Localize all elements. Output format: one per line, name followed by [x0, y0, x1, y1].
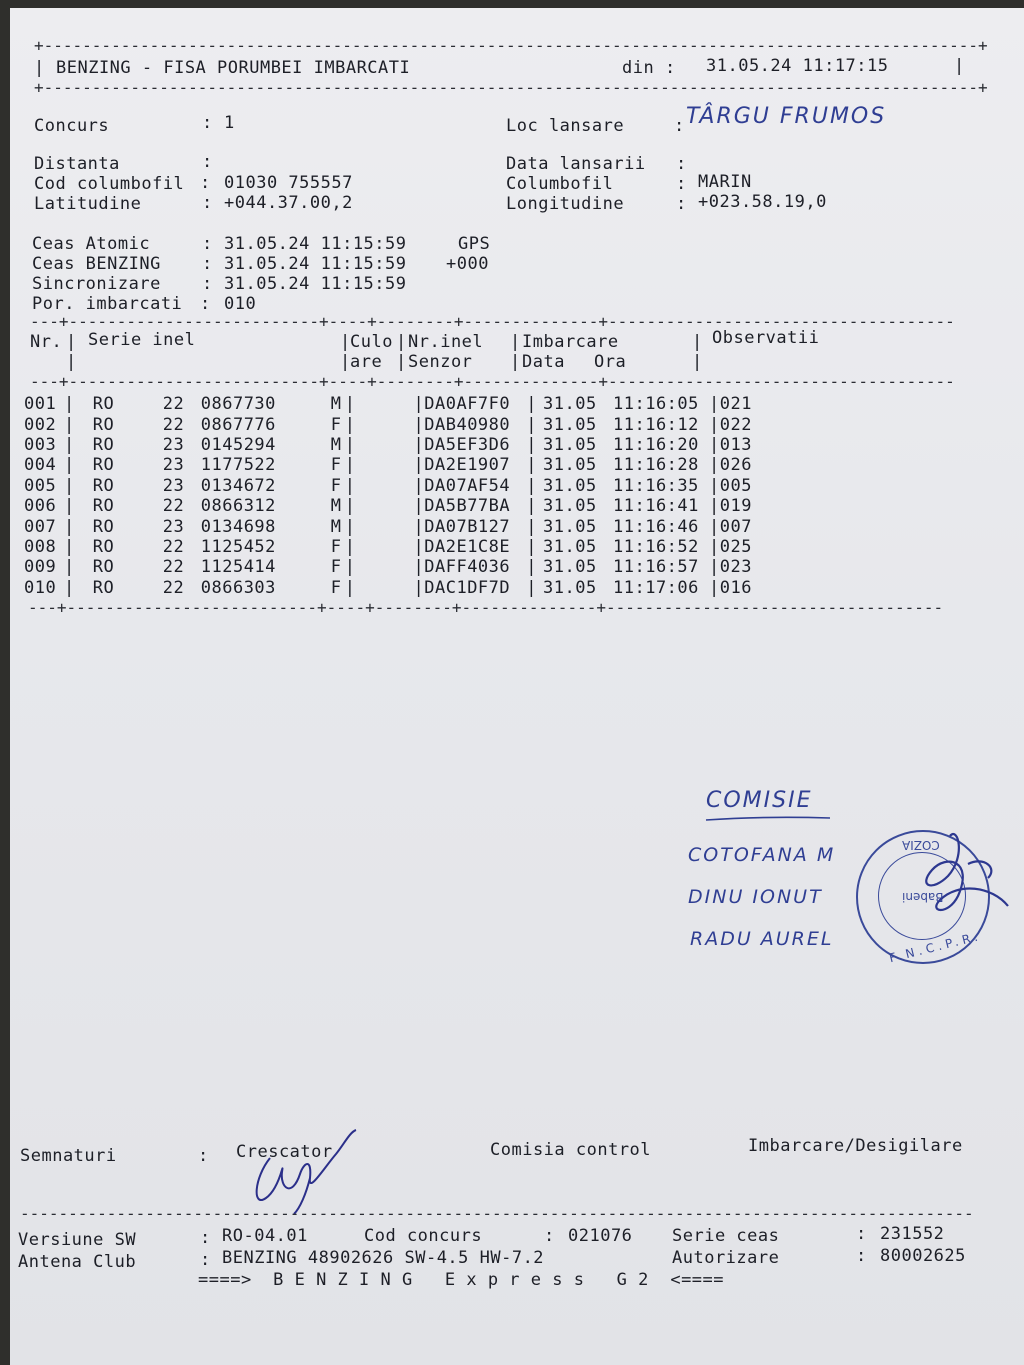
columbofil-sep: :	[676, 174, 687, 194]
th-bar-3b: |	[396, 352, 407, 372]
row-date: 31.05	[543, 475, 597, 496]
row-obs: 021	[719, 394, 752, 415]
header-title: BENZING - FISA PORUMBEI IMBARCATI	[56, 58, 411, 78]
header-bar-left: |	[34, 58, 45, 78]
serie-ceas-value: 231552	[880, 1224, 945, 1244]
row-time: 11:17:06	[613, 577, 699, 598]
row-nr: 010	[24, 577, 57, 598]
row-time: 11:16:05	[613, 394, 699, 415]
loc-lansare-sep: :	[674, 116, 685, 136]
row-country: RO	[92, 516, 115, 537]
antena-club-label: Antena Club	[18, 1252, 137, 1272]
row-obs: 023	[719, 557, 752, 578]
row-year: 22	[162, 577, 185, 598]
table-row: 010 | RO 22 0866303 F | | DAC1DF7D | 31.05 11:17:06 | 016	[24, 578, 760, 598]
row-ring: 0145294	[200, 434, 276, 455]
serie-ceas-label: Serie ceas	[672, 1226, 780, 1246]
row-sensor: DAFF4036	[424, 557, 511, 578]
table-row: 009 | RO 22 1125414 F | | DAFF4036 | 31.05 11:16:57 | 023	[24, 557, 760, 577]
th-bar-2b: |	[340, 352, 351, 372]
th-bar-2a: |	[340, 332, 351, 352]
commission-member-1: COTOFANA M	[688, 844, 836, 866]
commission-member-2: DINU IONUT	[688, 886, 823, 908]
versiune-sw-sep: :	[200, 1228, 211, 1248]
por-imbarcati-sep: :	[200, 294, 211, 314]
row-ring: 1125414	[200, 557, 276, 578]
th-serie-inel: Serie inel	[88, 330, 196, 350]
sincronizare-label: Sincronizare	[32, 274, 161, 294]
th-data: Data	[522, 352, 565, 372]
table-row: 006 | RO 22 0866312 M | | DA5B77BA | 31.05 11:16:41 | 019	[24, 496, 760, 516]
row-nr: 002	[24, 414, 57, 435]
printout-page	[10, 8, 1024, 1365]
row-nr: 004	[24, 455, 57, 476]
versiune-sw-label: Versiune SW	[18, 1230, 137, 1250]
row-time: 11:16:46	[613, 516, 699, 537]
autorizare-value: 80002625	[880, 1246, 966, 1266]
th-ora: Ora	[594, 352, 627, 372]
ceas-benzing-label: Ceas BENZING	[32, 254, 161, 274]
cod-concurs-value: 021076	[568, 1226, 633, 1246]
header-bar-right: |	[954, 56, 965, 76]
th-bar-1b: |	[66, 352, 77, 372]
row-sex: F	[330, 475, 342, 496]
loc-lansare-label: Loc lansare	[506, 116, 625, 136]
row-date: 31.05	[543, 394, 597, 415]
row-ring: 0866312	[200, 496, 276, 517]
antena-club-sep: :	[200, 1250, 211, 1270]
table-header-bottom-rule: ---+--------------------------+----+--------+--------------+------------------------------------	[30, 372, 955, 391]
longitudine-sep: :	[676, 194, 687, 214]
serie-ceas-sep: :	[856, 1224, 867, 1244]
row-date: 31.05	[543, 557, 597, 578]
row-sensor: DA07B127	[424, 516, 511, 537]
row-date: 31.05	[543, 536, 597, 557]
table-row: 004 | RO 23 1177522 F | | DA2E1907 | 31.05 11:16:28 | 026	[24, 455, 760, 475]
antena-club-value: BENZING 48902626 SW-4.5 HW-7.2	[222, 1248, 545, 1268]
header-top-rule: +-------------------------------------------------------------------------------------------------+	[34, 36, 988, 55]
autorizare-label: Autorizare	[672, 1248, 780, 1268]
versiune-sw-value: RO-04.01	[222, 1226, 308, 1246]
latitudine-sep: :	[202, 193, 213, 213]
boarding-table	[24, 394, 760, 598]
th-bar-3a: |	[396, 332, 407, 352]
distanta-sep: :	[202, 152, 213, 172]
row-sex: M	[330, 496, 342, 517]
th-observatii: Observatii	[712, 328, 820, 348]
commission-member-3: RADU AUREL	[690, 928, 834, 950]
row-obs: 005	[719, 475, 752, 496]
longitudine-label: Longitudine	[506, 194, 625, 214]
row-sex: M	[330, 394, 342, 415]
cod-columbofil-sep: :	[200, 173, 211, 193]
row-year: 22	[162, 536, 185, 557]
table-row: 007 | RO 23 0134698 M | | DA07B127 | 31.05 11:16:46 | 007	[24, 516, 760, 536]
row-sex: F	[330, 557, 342, 578]
sincronizare-value: 31.05.24 11:15:59	[224, 274, 407, 294]
row-time: 11:16:12	[613, 414, 699, 435]
row-obs: 026	[719, 455, 752, 476]
row-sensor: DA07AF54	[424, 475, 511, 496]
th-imbarcare: Imbarcare	[522, 332, 619, 352]
row-year: 22	[162, 496, 185, 517]
stamp-top-text: COZIA	[902, 838, 940, 852]
cod-columbofil-value: 01030 755557	[224, 173, 353, 193]
footer-rule: ---------------------------------------------------------------------------------------------------	[20, 1204, 974, 1223]
ceas-atomic-value: 31.05.24 11:15:59	[224, 234, 407, 254]
header-din-label: din :	[622, 58, 676, 78]
row-time: 11:16:20	[613, 434, 699, 455]
data-lansarii-sep: :	[676, 154, 687, 174]
row-year: 23	[162, 434, 185, 455]
ceas-atomic-suffix: GPS	[458, 234, 491, 254]
th-nr: Nr.	[30, 332, 63, 352]
row-sex: F	[330, 536, 342, 557]
row-nr: 005	[24, 475, 57, 496]
cod-concurs-label: Cod concurs	[364, 1226, 483, 1246]
row-sensor: DA2E1907	[424, 455, 511, 476]
row-year: 22	[162, 557, 185, 578]
row-year: 22	[162, 394, 185, 415]
th-bar-4b: |	[510, 352, 521, 372]
concurs-value: 1	[224, 113, 235, 133]
row-year: 23	[162, 516, 185, 537]
th-nr-inel: Nr.inel	[408, 332, 484, 352]
th-bar-1a: |	[66, 332, 77, 352]
row-obs: 016	[719, 577, 752, 598]
row-sex: F	[330, 414, 342, 435]
loc-lansare-value: TÂRGU FRUMOS	[686, 104, 887, 129]
row-country: RO	[92, 434, 115, 455]
row-sex: M	[330, 516, 342, 537]
cod-columbofil-label: Cod columbofil	[34, 174, 185, 194]
columbofil-label: Columbofil	[506, 174, 614, 194]
longitudine-value: +023.58.19,0	[698, 192, 827, 212]
row-ring: 0866303	[200, 577, 276, 598]
row-year: 22	[162, 414, 185, 435]
row-year: 23	[162, 455, 185, 476]
latitudine-label: Latitudine	[34, 194, 142, 214]
row-sensor: DAC1DF7D	[424, 577, 511, 598]
commission-title: COMISIE	[706, 788, 813, 813]
ceas-benzing-suffix: +000	[446, 254, 489, 274]
commission-signature	[888, 816, 1024, 956]
row-country: RO	[92, 557, 115, 578]
cod-concurs-sep: :	[544, 1226, 555, 1246]
ceas-benzing-sep: :	[202, 254, 213, 274]
row-date: 31.05	[543, 414, 597, 435]
table-row: 003 | RO 23 0145294 M | | DA5EF3D6 | 31.05 11:16:20 | 013	[24, 435, 760, 455]
table-row: 005 | RO 23 0134672 F | | DA07AF54 | 31.05 11:16:35 | 005	[24, 476, 760, 496]
row-country: RO	[92, 414, 115, 435]
row-sex: F	[330, 577, 342, 598]
row-date: 31.05	[543, 455, 597, 476]
distanta-label: Distanta	[34, 154, 120, 174]
row-sex: F	[330, 455, 342, 476]
row-obs: 007	[719, 516, 752, 537]
th-are: are	[350, 352, 383, 372]
benzing-express-banner: ====> B E N Z I N G E x p r e s s G 2 <====	[198, 1270, 725, 1290]
row-obs: 013	[719, 434, 752, 455]
table-bottom-rule: ---+--------------------------+----+--------+--------------+-----------------------------------	[28, 598, 944, 617]
row-sensor: DA0AF7F0	[424, 394, 511, 415]
row-ring: 0134698	[200, 516, 276, 537]
th-senzor: Senzor	[408, 352, 473, 372]
th-culo: Culo	[350, 332, 393, 352]
row-sensor: DA2E1C8E	[424, 536, 511, 557]
row-nr: 001	[24, 394, 57, 415]
stamp-bottom-text: F.N.C.P.R.	[887, 928, 983, 966]
row-country: RO	[92, 496, 115, 517]
row-time: 11:16:35	[613, 475, 699, 496]
row-ring: 1177522	[200, 455, 276, 476]
row-ring: 0134672	[200, 475, 276, 496]
row-time: 11:16:57	[613, 557, 699, 578]
row-time: 11:16:41	[613, 496, 699, 517]
row-nr: 006	[24, 496, 57, 517]
row-nr: 009	[24, 557, 57, 578]
ceas-benzing-value: 31.05.24 11:15:59	[224, 254, 407, 274]
th-bar-5a: |	[692, 332, 703, 352]
row-time: 11:16:52	[613, 536, 699, 557]
row-country: RO	[92, 455, 115, 476]
row-sex: M	[330, 434, 342, 455]
latitudine-value: +044.37.00,2	[224, 193, 353, 213]
row-sensor: DA5EF3D6	[424, 434, 511, 455]
table-header-top-rule: ---+--------------------------+----+--------+--------------+------------------------------------	[30, 312, 955, 331]
row-country: RO	[92, 475, 115, 496]
columbofil-value: MARIN	[698, 172, 752, 192]
imbarcare-desigilare-label: Imbarcare/Desigilare	[748, 1136, 963, 1156]
row-date: 31.05	[543, 496, 597, 517]
row-sensor: DA5B77BA	[424, 496, 511, 517]
concurs-sep: :	[202, 113, 213, 133]
row-date: 31.05	[543, 577, 597, 598]
row-country: RO	[92, 394, 115, 415]
header-bottom-rule: +-------------------------------------------------------------------------------------------------+	[34, 78, 988, 97]
table-row: 001 | RO 22 0867730 M | | DA0AF7F0 | 31.05 11:16:05 | 021	[24, 394, 760, 414]
row-date: 31.05	[543, 516, 597, 537]
sincronizare-sep: :	[202, 274, 213, 294]
por-imbarcati-value: 010	[224, 294, 257, 314]
concurs-label: Concurs	[34, 116, 110, 136]
row-obs: 025	[719, 536, 752, 557]
row-ring: 0867776	[200, 414, 276, 435]
por-imbarcati-label: Por. imbarcati	[32, 294, 183, 314]
table-row: 002 | RO 22 0867776 F | | DAB40980 | 31.05 11:16:12 | 022	[24, 414, 760, 434]
table-row: 008 | RO 22 1125452 F | | DA2E1C8E | 31.05 11:16:52 | 025	[24, 537, 760, 557]
semnaturi-label: Semnaturi	[20, 1146, 117, 1166]
commission-underline	[704, 814, 834, 824]
row-obs: 022	[719, 414, 752, 435]
row-year: 23	[162, 475, 185, 496]
stamp-mid-text: Babeni	[902, 890, 944, 904]
semnaturi-sep: :	[198, 1146, 209, 1166]
th-bar-5b: |	[692, 352, 703, 372]
row-date: 31.05	[543, 434, 597, 455]
th-bar-4a: |	[510, 332, 521, 352]
row-nr: 003	[24, 434, 57, 455]
crescator-label: Crescator	[236, 1142, 333, 1162]
autorizare-sep: :	[856, 1246, 867, 1266]
row-country: RO	[92, 536, 115, 557]
row-nr: 007	[24, 516, 57, 537]
header-timestamp: 31.05.24 11:17:15	[706, 56, 889, 76]
data-lansarii-label: Data lansarii	[506, 154, 646, 174]
ceas-atomic-sep: :	[202, 234, 213, 254]
row-ring: 1125452	[200, 536, 276, 557]
row-sensor: DAB40980	[424, 414, 511, 435]
row-nr: 008	[24, 536, 57, 557]
row-ring: 0867730	[200, 394, 276, 415]
row-country: RO	[92, 577, 115, 598]
row-obs: 019	[719, 496, 752, 517]
row-time: 11:16:28	[613, 455, 699, 476]
comisia-control-label: Comisia control	[490, 1140, 652, 1160]
ceas-atomic-label: Ceas Atomic	[32, 234, 151, 254]
